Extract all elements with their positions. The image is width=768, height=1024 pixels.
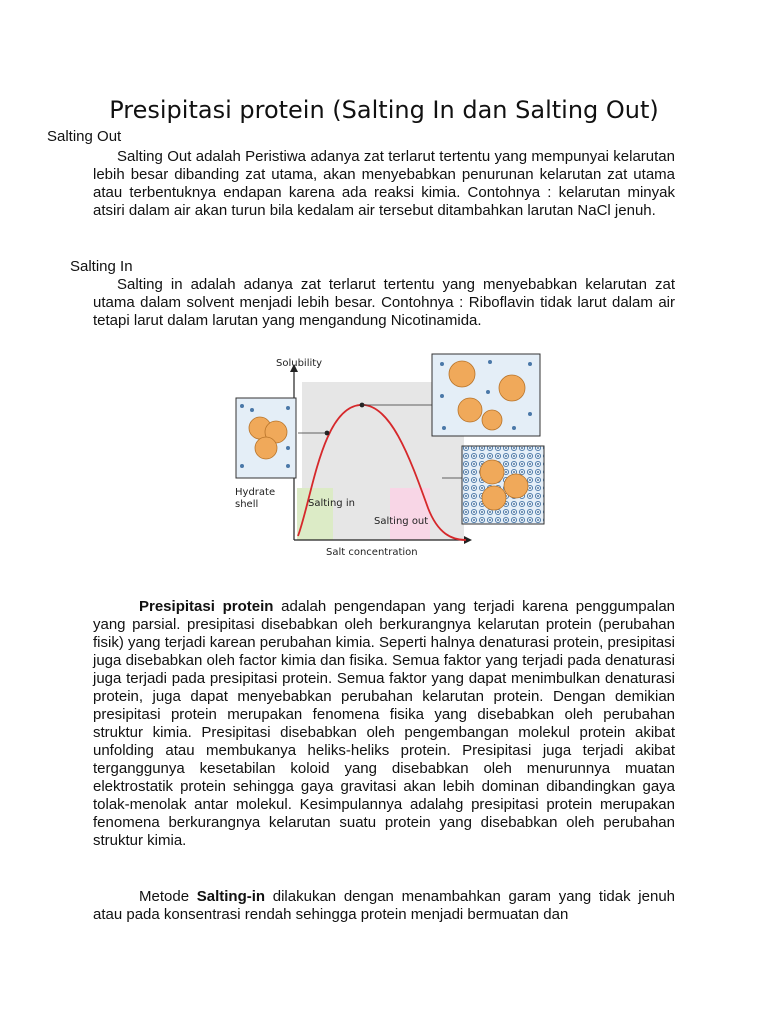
presipitasi-text: adalah pengendapan yang terjadi karena penggumpalan yang parsial. presipitasi disebabkan oleh berkurangnya kelarutan protein (perubahan fisik) yang terjadi karean perubahan kimia. Seperti halnya denaturasi protein, presipitasi juga disebabkan oleh factor kimia dan fisika. Semua faktor yang terjadi pada denaturasi juga terjadi pada presipitasi protein. Semua faktor yang dapat menimbulkan denaturasi protein, juga dapat menyebabkan perubahan kelarutan protein. Dengan demikian presipitasi protein merupakan fenomena fisika yang disebabkan oleh perubahan struktur kimia. Presipitasi disebabkan oleh pengembangan molekul protein akibat unfolding atau membukanya heliks-heliks protein. Presipitasi juga terjadi akibat terganggunya kesetabilan koloid yang disebabkan oleh menurunnya muatan elektrostatik protein sehingga gaya gravitasi akan lebih dominan dibandingkan gaya tolak-menolak antar molekul. Kesimpulannya adalahg presipitasi protein merupakan fenomena berkurangnya kelarutan suatu protein yang disebabkan oleh perubahan struktur kimia. (93, 598, 675, 849)
ion (286, 464, 290, 468)
ion (512, 426, 516, 430)
inset-salting-out (462, 446, 544, 524)
ion (440, 362, 444, 366)
metode-paragraph (93, 888, 675, 924)
protein-molecule (482, 410, 502, 430)
ion (528, 362, 532, 366)
ion (286, 446, 290, 450)
presipitasi-paragraph (93, 598, 675, 850)
salting-out-text: Salting Out adalah Peristiwa adanya zat terlarut tertentu yang mempunyai kelarutan lebih besar dibanding zat utama, akan menyebabkan penurunan kelarutan zat utama atau terbentuknya endapan karena ada reaksi kimia. Contohnya : kelarutan minyak atsiri dalam air akan turun bila kedalam air tersebut ditambahkan larutan NaCl jenuh. (93, 148, 675, 219)
ion (240, 404, 244, 408)
ion (240, 464, 244, 468)
inset-salting-in (432, 354, 540, 436)
metode-term: Salting-in (196, 888, 266, 905)
ion (286, 406, 290, 410)
protein-molecule (482, 486, 506, 510)
protein-molecule (480, 460, 504, 484)
hydrate-label-1: Hydrate (235, 487, 276, 498)
protein-molecule (449, 361, 475, 387)
salting-in-heading: Salting In (70, 258, 133, 275)
protein-molecule (499, 375, 525, 401)
ion (488, 360, 492, 364)
page-title: Presipitasi protein (Salting In dan Salting Out) (109, 96, 659, 124)
ion (250, 408, 254, 412)
y-axis-label: Solubility (276, 358, 323, 369)
protein-molecule (458, 398, 482, 422)
ion (442, 426, 446, 430)
x-axis-label: Salt concentration (326, 547, 418, 558)
salting-out-heading: Salting Out (47, 128, 122, 145)
salting-in-band (297, 488, 333, 540)
metode-prefix: Metode (139, 888, 197, 905)
metode-text: dilakukan dengan menambahkan garam yang tidak jenuh atau pada konsentrasi rendah sehingga protein menjadi bermuatan dan (93, 888, 676, 923)
ion (528, 412, 532, 416)
salting-in-text: Salting in adalah adanya zat terlarut tertentu yang menyebabkan kelarutan zat utama dalam solvent menjadi lebih besar. Contohnya : Riboflavin tidak larut dalam air tetapi larut dalam larutan yang mengandung Nicotinamida. (93, 276, 675, 329)
salting-out-paragraph (93, 148, 675, 220)
salting-in-label: Salting in (308, 498, 355, 509)
ion (440, 394, 444, 398)
solubility-figure (230, 348, 546, 568)
ion (486, 390, 490, 394)
salting-out-label: Salting out (374, 516, 429, 527)
hydrate-label-2: shell (235, 499, 259, 510)
protein-molecule (255, 437, 277, 459)
salting-in-paragraph (93, 276, 675, 330)
protein-molecule (504, 474, 528, 498)
presipitasi-term: Presipitasi protein (139, 598, 274, 615)
inset-hydrate-shell (236, 398, 296, 478)
